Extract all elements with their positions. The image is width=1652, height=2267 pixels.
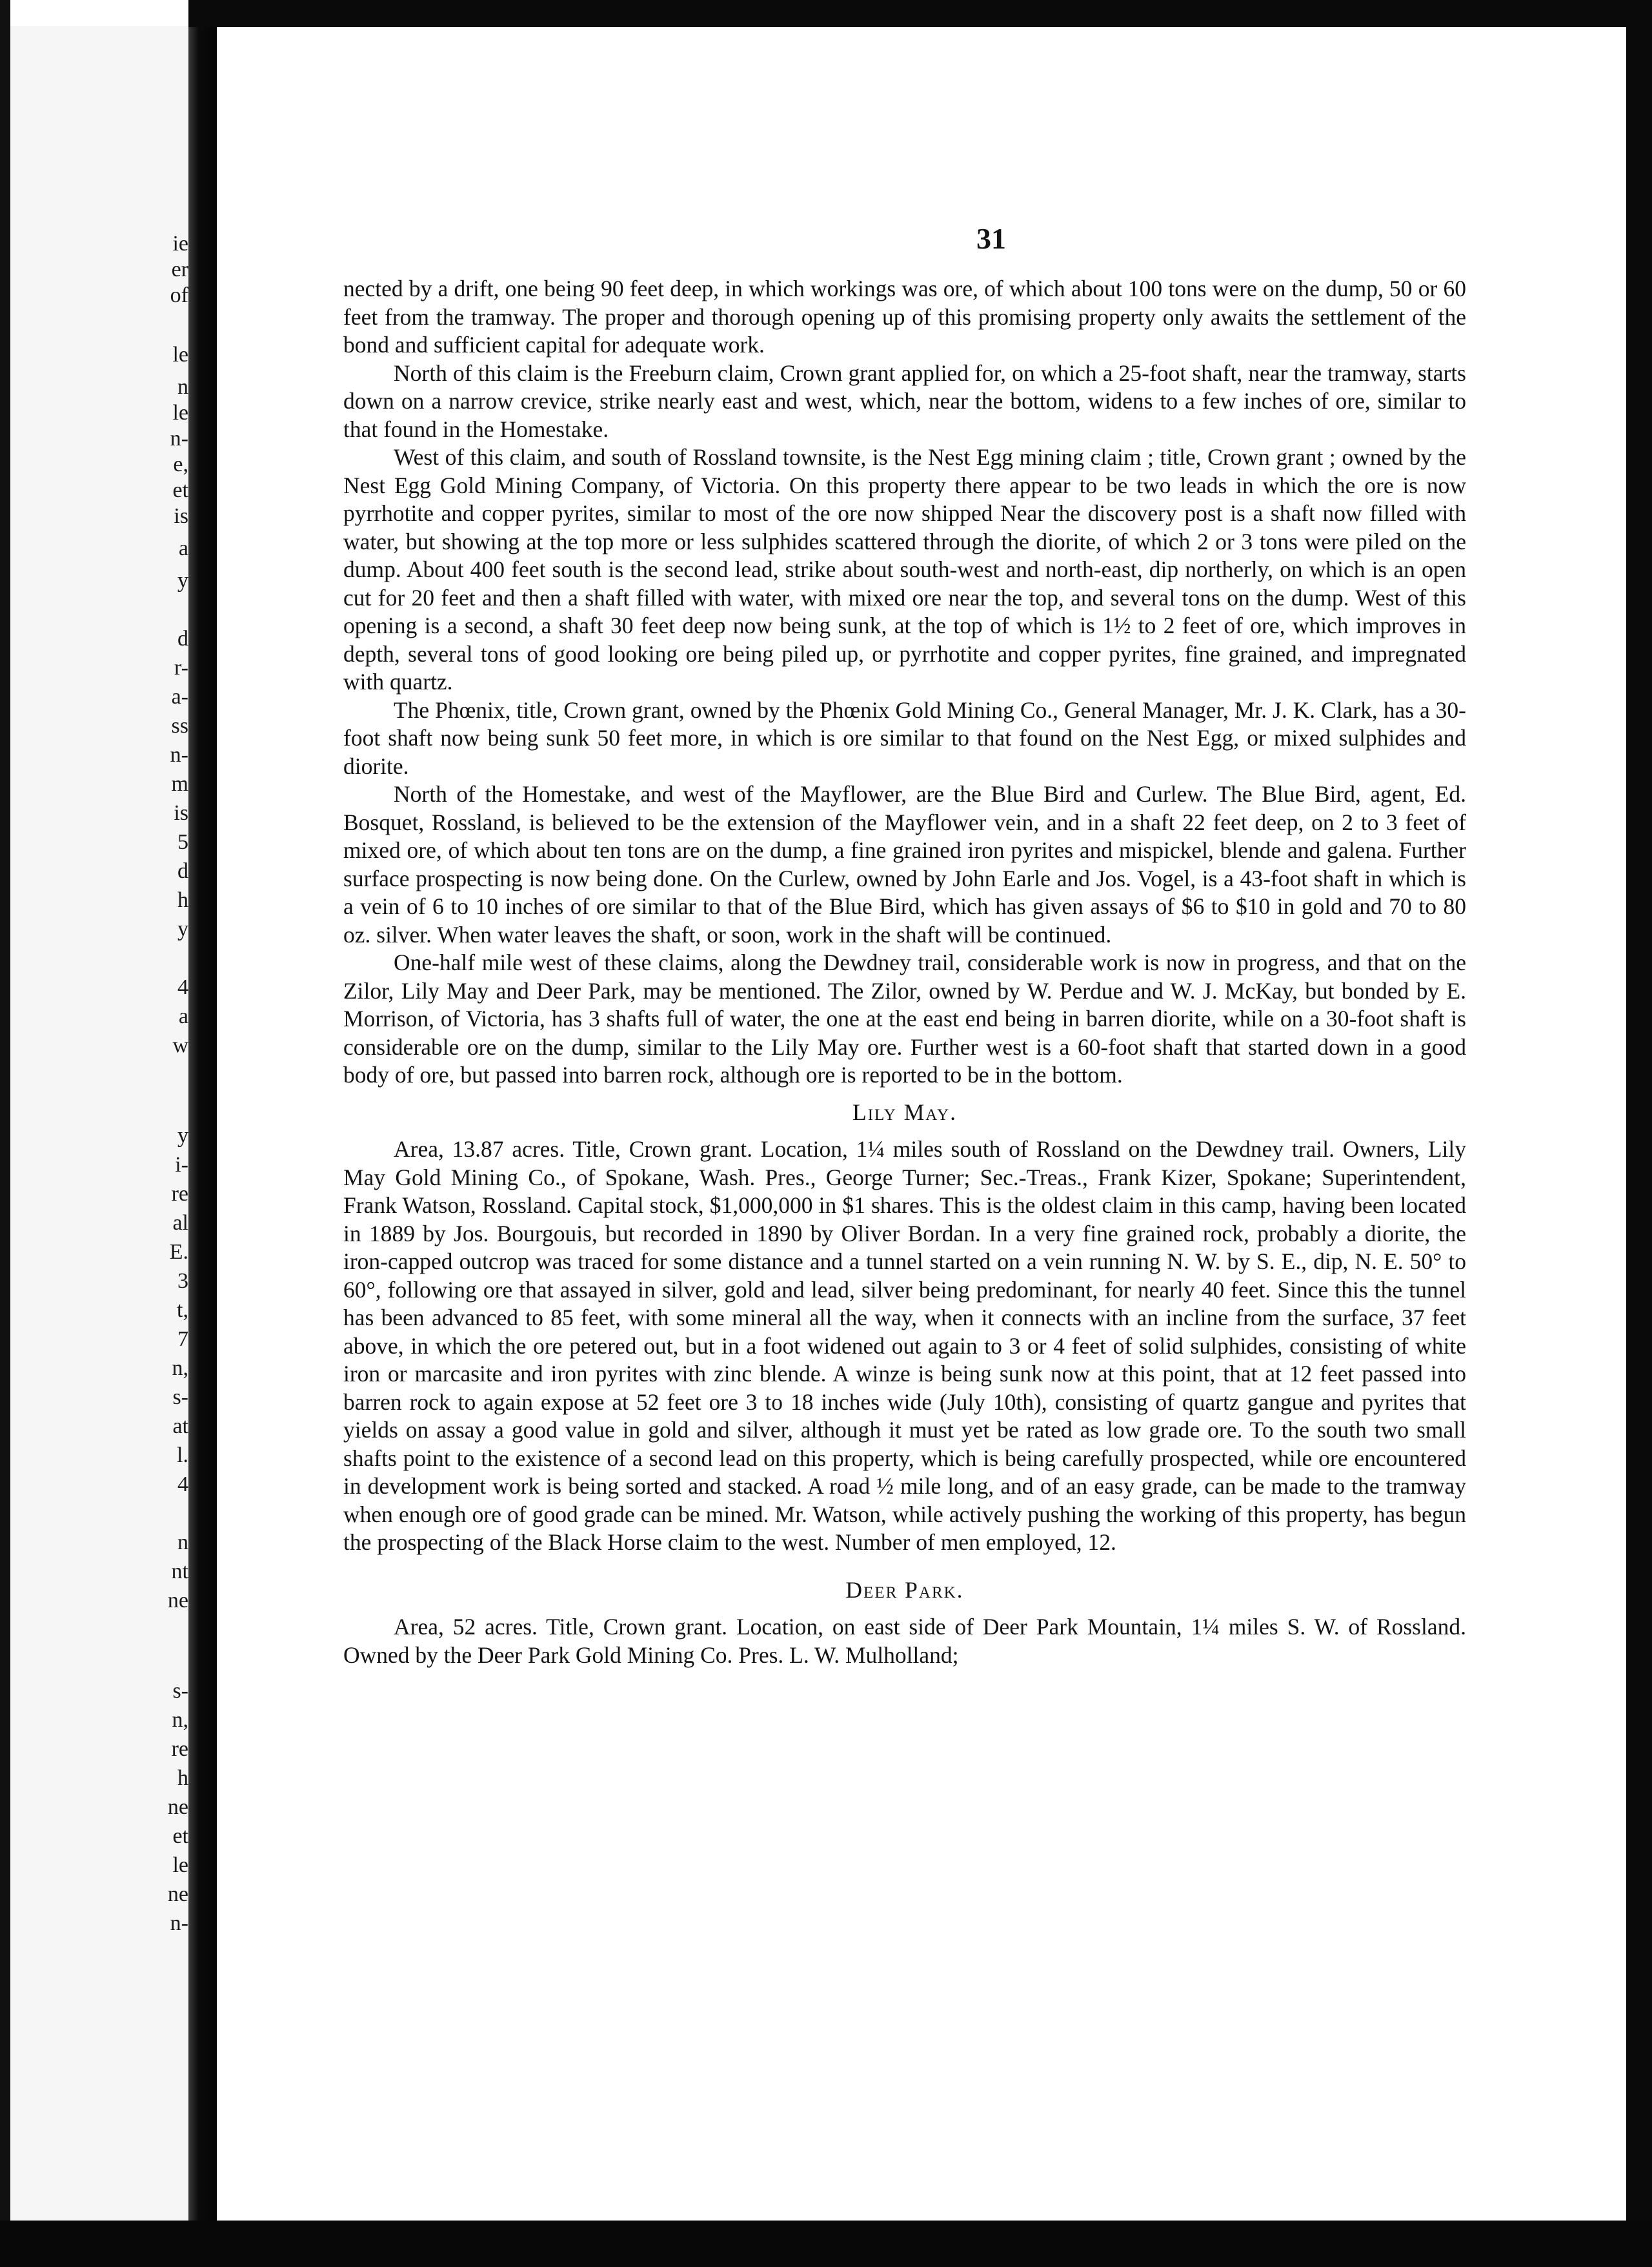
margin-fragment: y [177, 569, 188, 593]
margin-fragment: m [171, 772, 188, 796]
margin-fragment: ie [172, 232, 188, 256]
margin-fragment: 5 [177, 830, 188, 854]
scan-border-bottom [0, 2221, 1652, 2267]
margin-fragment: 4 [177, 975, 188, 999]
margin-fragment: 7 [177, 1327, 188, 1351]
margin-fragment: h [177, 1766, 188, 1790]
margin-fragment: t, [177, 1298, 188, 1322]
paragraph: West of this claim, and south of Rossland townsite, is the Nest Egg mining claim ; title, Crown grant ; owned by the Nest Egg Gold Mining Company, of Victoria. On this property there appear to be two leads in which the ore is now pyrrhotite and copper pyrites, similar to most of the ore now shipped Near the discovery post is a shaft now filled with water, but showing at the top more or less sulphides scattered through the diorite, of which 2 or 3 tons were piled on the dump. About 400 feet south is the second lead, strike about south-west and north-east, dip northerly, on which is an open cut for 20 feet and then a shaft filled with water, with mixed ore near the top, and several tons on the dump. West of this opening is a second, a shaft 30 feet deep now being sunk, at the top of which is 1½ to 2 feet of ore, which improves in depth, several tons of good looking ore being piled up, or pyrrhotite and copper pyrites, fine grained, and impregnated with quartz. [343, 444, 1466, 695]
margin-fragment: n- [170, 427, 188, 451]
margin-fragment: re [171, 1737, 188, 1761]
margin-fragment: d [177, 859, 188, 883]
margin-fragment: n [177, 1530, 188, 1554]
page-number: 31 [976, 222, 1006, 255]
margin-fragment: a- [171, 685, 188, 709]
margin-fragment: s- [172, 1679, 188, 1703]
margin-fragment: h [177, 888, 188, 912]
margin-fragment: ne [167, 1589, 188, 1612]
margin-fragment: ne [167, 1795, 188, 1819]
margin-fragment: l. [177, 1443, 188, 1467]
paragraph: The Phœnix, title, Crown grant, owned by the Phœnix Gold Mining Co., General Manager, Mr. J. K. Clark, has a 30-foot shaft now being sunk 50 feet more, in which is ore similar to that found on the Nest Egg, or mixed sulphides and diorite. [343, 696, 1466, 779]
margin-fragment: al [172, 1211, 188, 1235]
margin-fragment: n, [172, 1708, 188, 1732]
paragraph: nected by a drift, one being 90 feet deep, in which workings was ore, of which about 100 tons were on the dump, 50 or 60 feet from the tramway. The proper and thorough opening up of this promising property only awaits the settlement of the bond and sufficient capital for adequate work. [343, 276, 1466, 358]
margin-fragment: nt [171, 1560, 188, 1583]
margin-fragment: e, [173, 452, 188, 476]
text-column [343, 275, 1466, 1669]
section-heading-lily-may: Lily May. [852, 1099, 957, 1125]
scan-border-top [188, 0, 1652, 27]
margin-fragment: n, [172, 1356, 188, 1380]
margin-fragment: s- [172, 1385, 188, 1409]
margin-fragment: a [178, 1004, 188, 1028]
margin-fragment: d [177, 627, 188, 651]
margin-fragment: is [174, 801, 188, 825]
margin-fragment: le [172, 343, 188, 367]
section-heading-deer-park: Deer Park. [845, 1576, 964, 1603]
paragraph: North of the Homestake, and west of the Mayflower, are the Blue Bird and Curlew. The Blue Bird, agent, Ed. Bosquet, Rossland, is believed to be the extension of the Mayflower vein, and in a shaft 22 feet deep, on 2 to 3 feet of mixed ore, of which about ten tons are on the dump, a fine grained iron pyrites and mispickel, blende and galena. Further surface prospecting is now being done. On the Curlew, owned by John Earle and Jos. Vogel, is a 43-foot shaft in which is a vein of 6 to 10 inches of ore similar to that of the Blue Bird, which has given assays of $6 to $10 in gold and 70 to 80 oz. silver. When water leaves the shaft, or soon, work in the shaft will be continued. [343, 781, 1466, 948]
margin-fragment: 3 [177, 1269, 188, 1293]
scan-border-left [0, 0, 10, 2267]
margin-fragment: n- [170, 743, 188, 767]
previous-page-text-fragments [10, 26, 188, 2221]
paragraph: North of this claim is the Freeburn claim, Crown grant applied for, on which a 25-foot shaft, near the tramway, starts down on a narrow crevice, strike nearly east and west, which, near the bottom, widens to a few inches of ore, similar to that found in the Homestake. [343, 360, 1466, 442]
lily-may-paragraph: Area, 13.87 acres. Title, Crown grant. Location, 1¼ miles south of Rossland on the Dewdney trail. Owners, Lily May Gold Mining Co., of Spokane, Wash. Pres., George Turner; Sec.-Treas., Frank Kizer, Spokane; Superintendent, Frank Watson, Rossland. Capital stock, $1,000,000 in $1 shares. This is the oldest claim in this camp, having been located in 1889 by Jos. Bourgouis, but recorded in 1890 by Oliver Bordan. In a very fine grained rock, probably a diorite, the iron-capped outcrop was traced for some distance and a tunnel started on a vein running N. W. by S. E., dip, N. E. 50° to 60°, following ore that assayed in silver, gold and lead, silver being predominant, for nearly 40 feet. Since this the tunnel has been advanced to 85 feet, with some mineral all the way, when it connects with an incline from the surface, 37 feet above, in which the ore petered out, but in a foot widened out again to 3 or 4 feet of solid sulphides, consisting of white iron or marcasite and iron pyrites with zinc blende. A winze is being sunk now at this point, that at 12 feet passed into barren rock to again expose at 52 feet ore 3 to 18 inches wide (July 10th), consisting of quartz gangue and pyrites that yields on assay a good value in gold and silver, although it must yet be rated as low grade ore. To the south two small shafts point to the existence of a second lead on this property, which is being carefully prospected, while ore encountered in development work is being sorted and stacked. A road ½ mile long, and of an easy grade, can be made to the tramway when enough ore of good grade can be mined. Mr. Watson, while actively pushing the working of this property, has begun the prospecting of the Black Horse claim to the west. Number of men employed, 12. [343, 1136, 1466, 1555]
margin-fragment: is [174, 504, 188, 528]
margin-fragment: a [178, 536, 188, 560]
book-gutter [188, 0, 217, 2267]
margin-fragment: i- [175, 1153, 188, 1177]
margin-fragment: n- [170, 1911, 188, 1935]
margin-fragment: 4 [177, 1472, 188, 1496]
margin-fragment: le [172, 1853, 188, 1877]
margin-fragment: at [172, 1414, 188, 1438]
page [217, 27, 1626, 2221]
margin-fragment: E. [169, 1240, 188, 1264]
deer-park-paragraph: Area, 52 acres. Title, Crown grant. Location, on east side of Deer Park Mountain, 1¼ miles S. W. of Rossland. Owned by the Deer Park Gold Mining Co. Pres. L. W. Mulholland; [343, 1614, 1466, 1668]
margin-fragment: n [177, 375, 188, 399]
margin-fragment: of [170, 283, 188, 307]
margin-fragment: er [171, 258, 188, 281]
margin-fragment: w [172, 1033, 188, 1057]
scan-border-right [1626, 0, 1652, 2267]
margin-fragment: ne [167, 1882, 188, 1906]
margin-fragment: le [172, 401, 188, 425]
margin-fragment: y [177, 917, 188, 941]
previous-page-edge [10, 26, 188, 2221]
margin-fragment: et [172, 1824, 188, 1848]
margin-fragment: r- [174, 656, 188, 680]
margin-fragment: re [171, 1182, 188, 1206]
margin-fragment: ss [171, 714, 188, 738]
paragraph: One-half mile west of these claims, along the Dewdney trail, considerable work is now in progress, and that on the Zilor, Lily May and Deer Park, may be mentioned. The Zilor, owned by W. Perdue and W. J. McKay, but bonded by E. Morrison, of Victoria, has 3 shafts full of water, the one at the east end being in barren diorite, while on a 30-foot shaft is considerable ore on the dump, similar to the Lily May ore. Further west is a 60-foot shaft that started down in a good body of ore, but passed into barren rock, although ore is reported to be in the bottom. [343, 950, 1466, 1088]
margin-fragment: y [177, 1124, 188, 1148]
margin-fragment: et [172, 478, 188, 502]
